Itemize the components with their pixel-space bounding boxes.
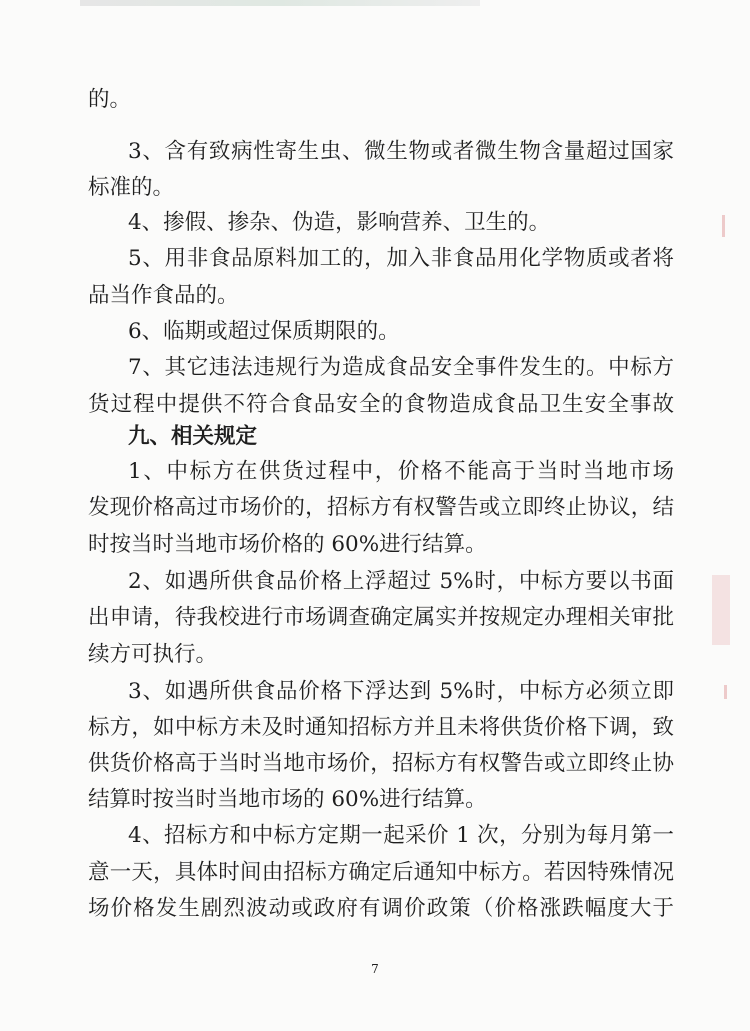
- scan-artifact: [80, 0, 480, 6]
- scan-artifact: [712, 575, 730, 645]
- text-line: 标准的。: [88, 175, 175, 200]
- text-line: 出申请，待我校进行市场调查确定属实并按规定办理相关审批: [88, 605, 674, 630]
- text-line: 的。: [88, 87, 132, 112]
- text-line: 4、掺假、掺杂、伪造，影响营养、卫生的。: [128, 210, 551, 235]
- text-line: 意一天，具体时间由招标方确定后通知中标方。若因特殊情况: [88, 860, 674, 885]
- scan-artifact: [722, 215, 725, 237]
- text-line: 标方，如中标方未及时通知招标方并且未将供货价格下调，致: [88, 715, 674, 740]
- text-line: 6、临期或超过保质期限的。: [128, 319, 400, 344]
- text-line: 供货价格高于当时当地市场价，招标方有权警告或立即终止协: [88, 751, 674, 776]
- section-heading: 九、相关规定: [128, 424, 258, 449]
- scan-artifact: [724, 685, 727, 699]
- text-line: 发现价格高过市场价的，招标方有权警告或立即终止协议，结: [88, 495, 674, 520]
- text-line: 续方可执行。: [88, 642, 218, 667]
- text-line: 3、如遇所供食品价格下浮达到 5%时，中标方必须立即: [128, 679, 674, 704]
- text-line: 5、用非食品原料加工的，加入非食品用化学物质或者将: [128, 246, 674, 271]
- text-line: 品当作食品的。: [88, 283, 239, 308]
- page-number: 7: [371, 962, 379, 976]
- text-line: 3、含有致病性寄生虫、微生物或者微生物含量超过国家: [128, 139, 674, 164]
- text-line: 场价格发生剧烈波动或政府有调价政策（价格涨跌幅度大于: [88, 896, 674, 921]
- text-line: 货过程中提供不符合食品安全的食物造成食品卫生安全事故: [88, 392, 674, 417]
- text-line: 7、其它违法违规行为造成食品安全事件发生的。中标方: [128, 355, 674, 380]
- text-line: 4、招标方和中标方定期一起采价 1 次，分别为每月第一: [128, 823, 674, 848]
- text-line: 2、如遇所供食品价格上浮超过 5%时，中标方要以书面: [128, 569, 674, 594]
- text-line: 时按当时当地市场价格的 60%进行结算。: [88, 532, 487, 557]
- text-line: 结算时按当时当地市场的 60%进行结算。: [88, 787, 487, 812]
- text-line: 1、中标方在供货过程中，价格不能高于当时当地市场: [128, 459, 674, 484]
